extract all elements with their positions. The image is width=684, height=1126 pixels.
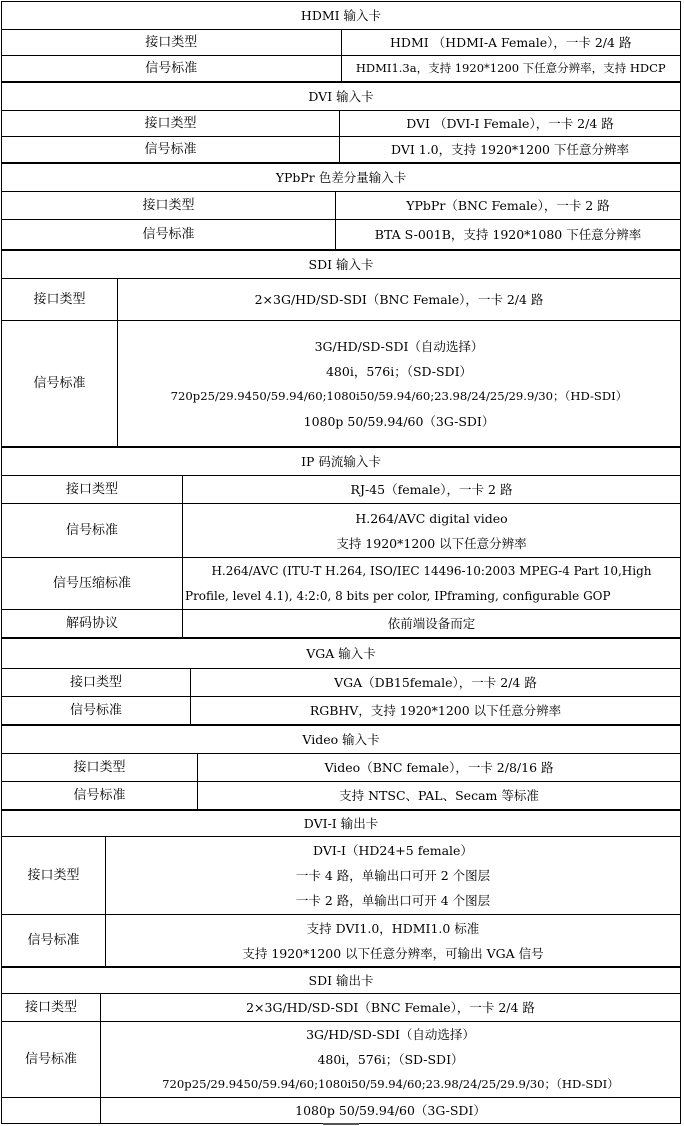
row-value: VGA（DB15female），一卡 2/4 路 — [191, 669, 681, 697]
row-value: DVI （DVI-I Female），一卡 2/4 路 — [340, 111, 681, 137]
value-line: 支持 DVI1.0，HDMI1.0 标准 — [306, 920, 480, 936]
row-label: 信号标准 — [2, 915, 106, 967]
row-value: HDMI （HDMI-A Female），一卡 2/4 路 — [341, 30, 681, 56]
row-label: 信号标准 — [2, 137, 340, 163]
row-label: 接口类型 — [2, 30, 342, 56]
table-row — [2, 279, 681, 321]
row-label: 信号标准 — [2, 56, 342, 82]
table-row — [2, 220, 681, 250]
table-row — [2, 56, 681, 82]
page-edge-mark — [323, 1123, 359, 1125]
row-value-multiline — [101, 1022, 681, 1098]
row-value: 依前端设备而定 — [183, 610, 681, 638]
value-line: 720p25/29.9450/59.94/60;1080i50/59.94/60;23.98/24/25/29.9/30；（HD-SDI） — [170, 388, 628, 403]
value-line: 一卡 4 路，单输出口可开 2 个图层 — [295, 868, 491, 883]
table-row — [2, 915, 681, 967]
value-line: 支持 1920*1200 以下任意分辨率，可输出 VGA 信号 — [242, 945, 544, 961]
row-value: 支持 NTSC、PAL、Secam 等标准 — [198, 782, 681, 810]
table-row — [2, 1022, 681, 1098]
row-value: 2×3G/HD/SD-SDI（BNC Female），一卡 2/4 路 — [118, 279, 681, 321]
value-line: Profile, level 4.1), 4:2:0, 8 bits per color, IPframing, configurable GOP — [185, 588, 611, 603]
section-title-vga-input: VGA 输入卡 — [2, 639, 681, 669]
row-label — [2, 1098, 101, 1124]
table-row — [2, 610, 681, 638]
spec-table-dvi-output — [1, 810, 681, 967]
row-value: HDMI1.3a，支持 1920*1200 下任意分辨率，支持 HDCP — [341, 56, 681, 82]
section-header-row — [2, 2, 681, 30]
row-label: 接口类型 — [2, 754, 198, 782]
spec-table-ypbpr — [1, 163, 681, 250]
value-line: DVI-I（HD24+5 female） — [313, 843, 473, 858]
value-line: H.264/AVC (ITU-T H.264, ISO/IEC 14496-10:2003 MPEG-4 Part 10,High — [211, 563, 652, 578]
value-line: H.264/AVC digital video — [355, 510, 508, 526]
row-label: 信号压缩标准 — [2, 558, 183, 610]
row-value: BTA S-001B，支持 1920*1080 下任意分辨率 — [336, 220, 681, 250]
row-value: Video（BNC female），一卡 2/8/16 路 — [198, 754, 681, 782]
table-row — [2, 111, 681, 137]
spec-table-dvi — [1, 82, 681, 163]
value-line: 480i，576i；（SD-SDI） — [317, 1052, 464, 1067]
value-line: 720p25/29.9450/59.94/60;1080i50/59.94/60;23.98/24/25/29.9/30；（HD-SDI） — [162, 1077, 619, 1091]
row-label: 接口类型 — [2, 192, 336, 220]
value-line: 一卡 2 路，单输出口可开 4 个图层 — [295, 893, 491, 908]
row-value-multiline — [183, 558, 681, 610]
row-label: 信号标准 — [2, 782, 198, 810]
value-line: 480i，576i；（SD-SDI） — [325, 363, 473, 379]
row-value: RJ-45（female），一卡 2 路 — [183, 476, 681, 504]
spec-table-video-input — [1, 725, 681, 810]
row-label: 接口类型 — [2, 476, 183, 504]
row-value-multiline — [106, 837, 681, 915]
row-value: 1080p 50/59.94/60（3G-SDI） — [101, 1098, 681, 1124]
table-row — [2, 782, 681, 810]
value-line: 支持 1920*1200 以下任意分辨率 — [336, 535, 527, 551]
section-title-hdmi-input: HDMI 输入卡 — [2, 2, 681, 30]
spec-table-vga-input — [1, 638, 681, 725]
table-row — [2, 30, 681, 56]
table-row — [2, 137, 681, 163]
row-label: 接口类型 — [2, 111, 340, 137]
value-line: 1080p 50/59.94/60（3G-SDI） — [303, 413, 495, 429]
row-label: 接口类型 — [2, 669, 191, 697]
row-label: 接口类型 — [2, 279, 118, 321]
table-row — [2, 994, 681, 1022]
row-label: 信号标准 — [2, 697, 191, 725]
row-label: 信号标准 — [2, 1022, 101, 1098]
row-value: RGBHV，支持 1920*1200 以下任意分辨率 — [191, 697, 681, 725]
table-row — [2, 476, 681, 504]
table-row — [2, 192, 681, 220]
row-label: 信号标准 — [2, 504, 183, 558]
table-row — [2, 669, 681, 697]
table-row — [2, 754, 681, 782]
table-row — [2, 504, 681, 558]
section-title-dvi-input: DVI 输入卡 — [2, 83, 681, 111]
row-label: 信号标准 — [2, 321, 118, 447]
row-label: 信号标准 — [2, 220, 336, 250]
table-row — [2, 1098, 681, 1124]
table-row — [2, 697, 681, 725]
section-title-ip-input: IP 码流输入卡 — [2, 448, 681, 476]
section-title-video-input: Video 输入卡 — [2, 726, 681, 754]
section-title-dvi-output: DVI-I 输出卡 — [2, 811, 681, 837]
row-value: DVI 1.0，支持 1920*1200 下任意分辨率 — [340, 137, 681, 163]
spec-table-sdi-input — [1, 250, 681, 447]
row-value: YPbPr（BNC Female），一卡 2 路 — [336, 192, 681, 220]
row-label: 接口类型 — [2, 837, 106, 915]
spec-table-sdi-output — [1, 967, 681, 1124]
value-line: 3G/HD/SD-SDI（自动选择） — [306, 1027, 475, 1042]
section-title-sdi-output: SDI 输出卡 — [2, 968, 681, 994]
spec-table — [1, 1, 681, 82]
table-row — [2, 837, 681, 915]
table-row — [2, 558, 681, 610]
spec-document — [1, 1, 681, 1124]
row-value-multiline — [118, 321, 681, 447]
row-value: 2×3G/HD/SD-SDI（BNC Female），一卡 2/4 路 — [101, 994, 681, 1022]
value-line: 3G/HD/SD-SDI（自动选择） — [314, 338, 484, 354]
row-label: 接口类型 — [2, 994, 101, 1022]
row-label: 解码协议 — [2, 610, 183, 638]
section-title-ypbpr-input: YPbPr 色差分量输入卡 — [2, 164, 681, 192]
row-value-multiline — [106, 915, 681, 967]
table-row — [2, 321, 681, 447]
section-title-sdi-input: SDI 输入卡 — [2, 251, 681, 279]
row-value-multiline — [183, 504, 681, 558]
spec-table-ip-input — [1, 447, 681, 638]
